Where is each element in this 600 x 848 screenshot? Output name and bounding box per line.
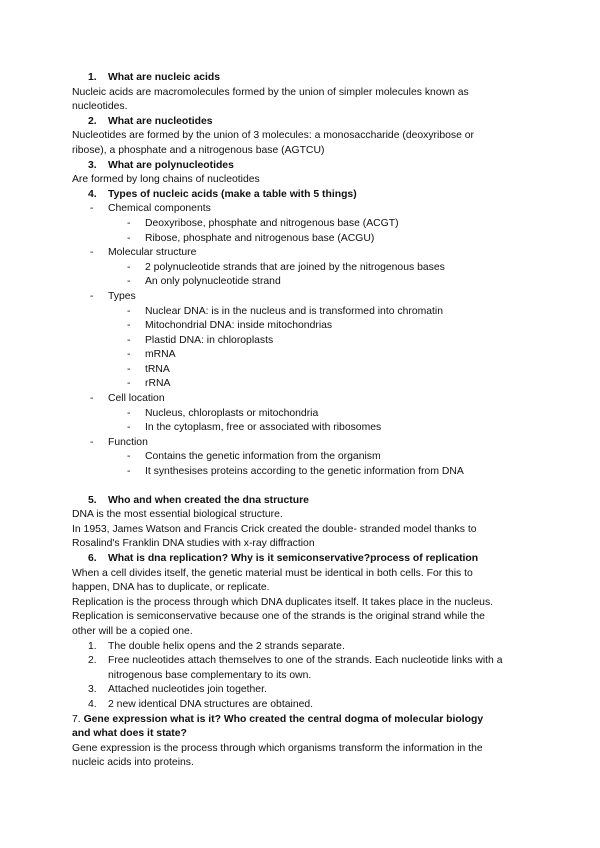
- bullet-dash: -: [127, 320, 131, 332]
- heading-q6: [88, 552, 532, 567]
- paragraph-line: Nucleic acids are macromolecules formed by the union of simpler molecules known as: [72, 86, 469, 98]
- step-number: 4.: [88, 698, 97, 710]
- heading-q7-continued: and what does it state?: [72, 728, 187, 740]
- paragraph-line: Nucleotides are formed by the union of 3 molecules: a monosaccharide (deoxyribose or: [72, 130, 474, 142]
- paragraph-line: Rosalind's Franklin DNA studies with x-ray diffraction: [72, 538, 315, 550]
- step-number: 1.: [88, 640, 97, 652]
- heading-number: 3.: [88, 159, 97, 171]
- bullet-dash: -: [127, 422, 131, 434]
- step-text: Attached nucleotides join together.: [108, 684, 267, 696]
- list-item-group: [90, 436, 532, 451]
- bullet-dash: -: [127, 407, 131, 419]
- replication-step: [88, 683, 532, 698]
- list-item: [127, 275, 532, 290]
- paragraph-line: When a cell divides itself, the genetic material must be identical in both cells. For this to: [72, 567, 473, 579]
- list-item-text: Mitochondrial DNA: inside mitochondrias: [145, 320, 333, 332]
- bullet-dash: -: [127, 451, 131, 463]
- bullet-dash: -: [127, 305, 131, 317]
- document-content: [72, 71, 532, 771]
- paragraph-line: happen, DNA has to duplicate, or replicate.: [72, 582, 270, 594]
- list-item-text: Nuclear DNA: is in the nucleus and is transformed into chromatin: [145, 305, 444, 317]
- spacer: [72, 480, 532, 494]
- list-item-text: tRNA: [145, 363, 170, 375]
- group-label: Molecular structure: [108, 247, 197, 259]
- heading-text: Gene expression what is it? Who created the central dogma of molecular biology: [83, 713, 484, 725]
- heading-text: Who and when created the dna structure: [108, 494, 309, 506]
- heading-text: What is dna replication? Why is it semiconservative?process of replication: [108, 553, 479, 564]
- heading-number: 7.: [72, 713, 81, 725]
- list-item-text: Ribose, phosphate and nitrogenous base (ACGU): [145, 232, 375, 244]
- bullet-dash: -: [90, 393, 94, 405]
- bullet-dash: -: [127, 232, 131, 244]
- paragraph-line: Replication is the process through which DNA duplicates itself. It takes place in the nucleus.: [72, 596, 494, 608]
- heading-q4: [88, 188, 532, 203]
- bullet-dash: -: [127, 349, 131, 361]
- list-item-text: 2 polynucleotide strands that are joined by the nitrogenous bases: [145, 261, 445, 273]
- paragraph-line: ribose), a phosphate and a nitrogenous base (AGTCU): [72, 144, 325, 156]
- list-item-text: An only polynucleotide strand: [145, 276, 281, 288]
- list-item-text: It synthesises proteins according to the genetic information from DNA: [145, 466, 464, 478]
- step-text: 2 new identical DNA structures are obtained.: [108, 698, 314, 710]
- paragraph-line: nucleic acids into proteins.: [72, 757, 194, 769]
- heading-q1: [88, 71, 532, 86]
- replication-step: [88, 654, 532, 683]
- list-item-text: mRNA: [145, 349, 176, 361]
- heading-text: What are polynucleotides: [108, 159, 234, 171]
- heading-q2: [88, 115, 532, 130]
- list-item: [127, 319, 532, 334]
- bullet-dash: -: [127, 217, 131, 229]
- list-item: [127, 465, 532, 480]
- group-label: Cell location: [108, 393, 165, 405]
- paragraph-line: Replication is semiconservative because one of the strands is the original strand while the: [72, 611, 485, 623]
- bullet-dash: -: [127, 466, 131, 478]
- list-item-text: Nucleus, chloroplasts or mitochondria: [145, 407, 319, 419]
- list-item-group: [90, 246, 532, 261]
- list-item: [127, 305, 532, 320]
- heading-number: 1.: [88, 72, 97, 83]
- list-item: [127, 363, 532, 378]
- list-item-text: Plastid DNA: in chloroplasts: [145, 334, 274, 346]
- heading-text: What are nucleic acids: [108, 72, 221, 83]
- bullet-dash: -: [127, 261, 131, 273]
- list-item: [127, 261, 532, 276]
- step-number: 3.: [88, 684, 97, 696]
- paragraph-line: In 1953, James Watson and Francis Crick created the double- stranded model thanks to: [72, 523, 477, 535]
- bullet-dash: -: [90, 290, 94, 302]
- list-item: [127, 232, 532, 247]
- step-text: The double helix opens and the 2 strands separate.: [108, 640, 345, 652]
- replication-step: [88, 640, 532, 655]
- list-item-text: Contains the genetic information from the organism: [145, 451, 381, 463]
- list-item-text: Deoxyribose, phosphate and nitrogenous base (ACGT): [145, 217, 399, 229]
- paragraph-line: DNA is the most essential biological structure.: [72, 509, 283, 521]
- heading-number: 2.: [88, 115, 97, 127]
- bullet-dash: -: [90, 203, 94, 215]
- paragraph-line: Gene expression is the process through which organisms transform the information in the: [72, 742, 483, 754]
- heading-q5: [88, 494, 532, 509]
- bullet-dash: -: [127, 378, 131, 390]
- heading-number: 5.: [88, 494, 97, 506]
- list-item: [127, 217, 532, 232]
- heading-number: 4.: [88, 188, 97, 200]
- list-item-group: [90, 290, 532, 305]
- paragraph-line: nucleotides.: [72, 101, 128, 113]
- heading-q3: [88, 159, 532, 174]
- list-item-group: [90, 202, 532, 217]
- list-item: [127, 348, 532, 363]
- list-item: [127, 377, 532, 392]
- step-number: 2.: [88, 655, 97, 667]
- list-item-text: rRNA: [145, 378, 171, 390]
- list-item: [127, 450, 532, 465]
- paragraph-line: other will be a copied one.: [72, 625, 193, 637]
- heading-text: Types of nucleic acids (make a table with 5 things): [108, 188, 357, 200]
- bullet-dash: -: [90, 247, 94, 259]
- bullet-dash: -: [127, 276, 131, 288]
- list-item: [127, 334, 532, 349]
- paragraph-line: Are formed by long chains of nucleotides: [72, 174, 260, 186]
- step-text: Free nucleotides attach themselves to one of the strands. Each nucleotide links with a nitrogenous base complementary to its own.: [108, 655, 503, 681]
- group-label: Chemical components: [108, 203, 211, 215]
- heading-number: 6.: [88, 553, 97, 564]
- group-label: Function: [108, 436, 148, 448]
- list-item: [127, 407, 532, 422]
- heading-text: What are nucleotides: [108, 115, 213, 127]
- list-item-text: In the cytoplasm, free or associated with ribosomes: [145, 422, 382, 434]
- list-item-group: [90, 392, 532, 407]
- heading-q7: [72, 713, 532, 728]
- bullet-dash: -: [127, 334, 131, 346]
- group-label: Types: [108, 290, 136, 302]
- bullet-dash: -: [90, 436, 94, 448]
- bullet-dash: -: [127, 363, 131, 375]
- replication-step: [88, 698, 532, 713]
- list-item: [127, 421, 532, 436]
